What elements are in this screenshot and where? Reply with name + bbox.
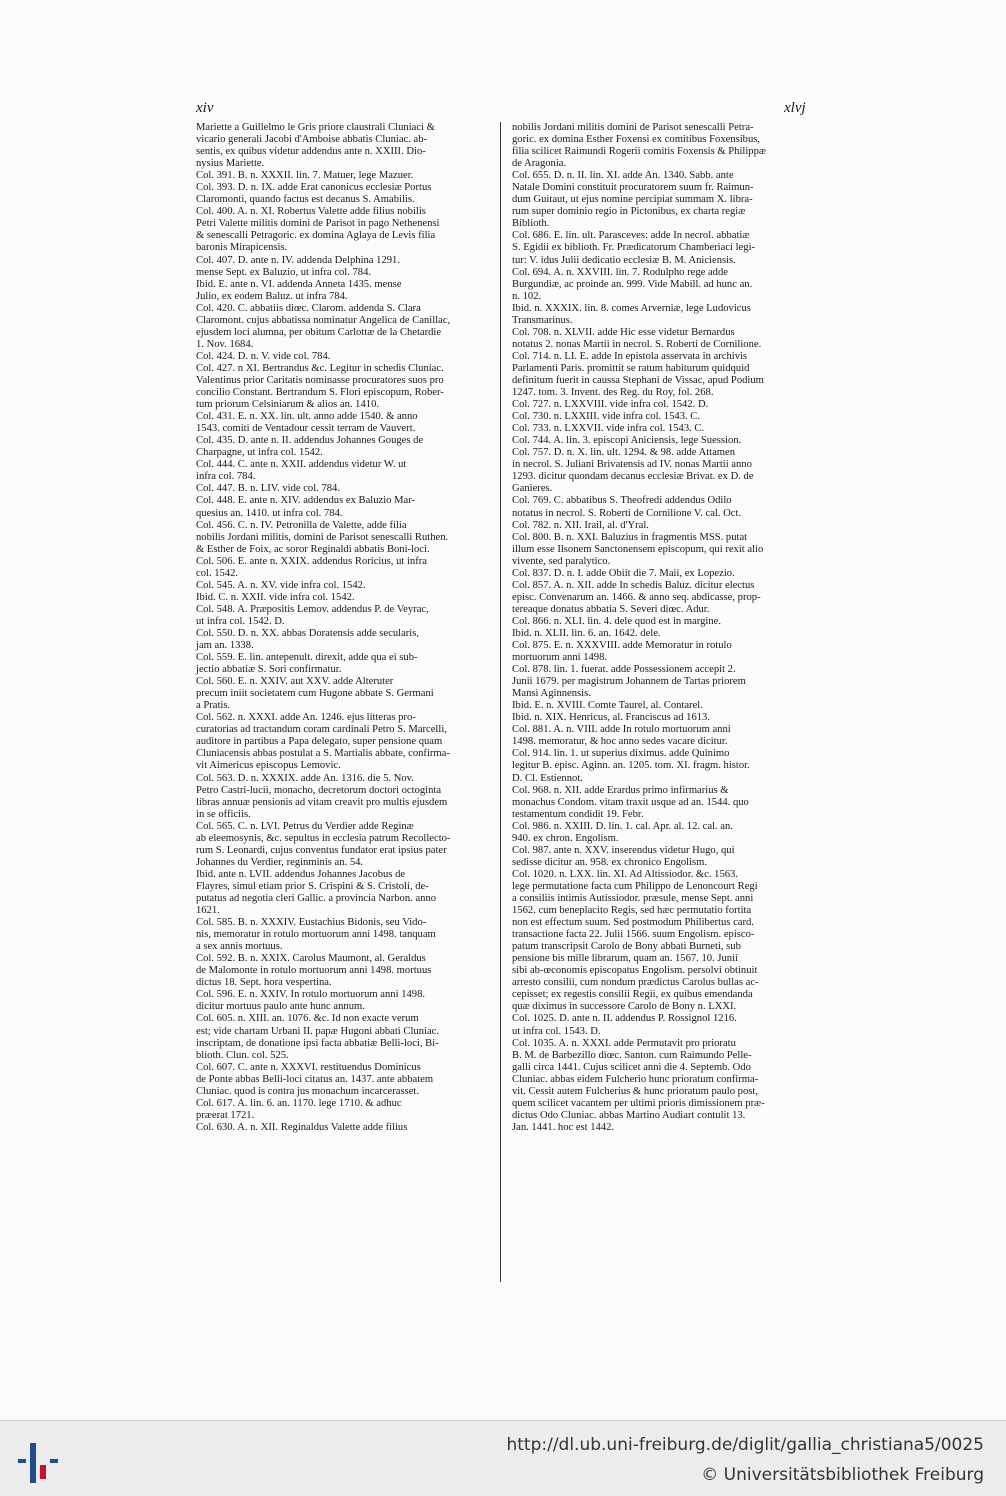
copyright-notice: © Universitätsbibliothek Freiburg (701, 1465, 984, 1485)
column-divider (500, 122, 501, 1282)
folio-right: xlvj (784, 100, 806, 116)
page-url-link[interactable]: http://dl.ub.uni-freiburg.de/diglit/gallia_christiana5/0025 (506, 1435, 984, 1455)
text-column-right: nobilis Jordani militis domini de Parisot senescalli Petra- goric. ex domina Esther Foxensi ex comitibus Foxensibus, filia scilicet Raimundi Rogerii comitis Foxensis & Philippæ de Aragonia. Col. 655. D. n. II. lin. XI. adde An. 1340. Sabb. ante Natale Domini constituit procuratorem suum fr. Raimun- dum Guitaut, ut ejus nomine percipiat summam X. libra- rum super dominio regio in Pictonibus, ex charta regiæ Biblioth. Col. 686. E. lin. ult. Parasceves: adde In necrol. abbatiæ S. Egidii ex biblioth. Fr. Prædicatorum Chamberiaci legi- tur: V. idus Julii dedicatio ecclesiæ B. M. Aniciensis. Col. 694. A. n. XXVIII. lin. 7. Rodulpho rege adde Burgundiæ, ac proinde an. 999. Vide Mabill. ad hunc an. n. 102. Ibid. n. XXXIX. lin. 8. comes Arverniæ, lege Ludovicus Transmarinus. Col. 708. n. XLVII. adde Hic esse videtur Bernardus notatus 2. nonas Martii in necrol. S. Roberti de Cornilione. Col. 714. n. LI. E. adde In epistola asservata in archivis Parlamenti Paris. promittit se ratum habiturum quidquid definitum fuerit in caussa Stephani de Vissac, apud Podium 1247. tom. 3. Invent. des Reg. du Roy, fol. 268. Col. 727. n. LXXVIII. vide infra col. 1542. D. Col. 730. n. LXXIII. vide infra col. 1543. C. Col. 733. n. LXXVII. vide infra col. 1543. C. Col. 744. A. lin. 3. episcopi Aniciensis, lege Suession. Col. 757. D. n. X. lin. ult. 1294. & 98. adde Attamen in necrol. S. Juliani Brivatensis ad IV. nonas Martii anno 1293. dicitur quondam decanus ecclesiæ Brivat. ex D. de Ganieres. Col. 769. C. abbatibus S. Theofredi addendus Odilo notatus in necrol. S. Roberti de Cornilione V. cal. Oct. Col. 782. n. XII. Irail, al. d'Yral. Col. 800. B. n. XXI. Baluzius in fragmentis MSS. putat illum esse Ilsonem Sanctonensem episcopum, qui rexit alio vivente, sed paralytico. Col. 837. D. n. I. adde Obiit die 7. Maii, ex Lopezio. Col. 857. A. n. XII. adde In schedis Baluz. dicitur electus episc. Convenarum an. 1466. & anno seq. abdicasse, prop- tereaque donatus abbatia S. Severi diœc. Adur. Col. 866. n. XLI. lin. 4. dele quod est in margine. Ibid. n. XLII. lin. 6. an. 1642. dele. Col. 875. E. n. XXXVIII. adde Memoratur in rotulo mortuorum anni 1498. Col. 878. lin. 1. fuerat. adde Possessionem accepit 2. Junii 1679. per magistrum Johannem de Tartas priorem Mansi Aginnensis. Ibid. E. n. XVIII. Comte Taurel, al. Contarel. Ibid. n. XIX. Henricus, al. Franciscus ad 1613. Col. 881. A. n. VIII. adde In rotulo mortuorum anni 1498. memoratur, & hoc anno sedes vacare dicitur. Col. 914. lin. 1. ut superius diximus. adde Quinimo legitur B. episc. Aginn. an. 1205. tom. XI. fragm. histor. D. Cl. Estiennot. Col. 968. n. XII. adde Erardus primo infirmarius & monachus Condom. vitam traxit usque ad an. 1544. quo testamentum condidit 19. Febr. Col. 986. n. XXIII. D. lin. 1. cal. Apr. al. 12. cal. an. 940. ex chron. Engolism. Col. 987. ante n. XXV. inserendus videtur Hugo, qui sedisse dicitur an. 958. ex chronico Engolism. Col. 1020. n. LXX. lin. XI. Ad Altissiodor. &c. 1563. lege permutatione facta cum Philippo de Lenoncourt Regi a consiliis intimis Autissiodor. præsule, mense Sept. anni 1562. cum beneplacito Regis, sed hæc permutatio fortita non est effectum suum. Sed postmodum Philibertus card. transactione facta 22. Julii 1566. suum Engolism. episco- patum transcripsit Carolo de Bony abbati Burneti, sub pensione bis mille librarum, quam an. 1567. 10. Junii sibi ab-œconomis episcopatus Engolism. persolvi obtinuit arresto consilii, cum nondum prædictus Carolus bullas ac- cepisset; ex regestis consilii Regii, ex quibus emendanda quæ diximus in successore Carolo de Bony n. LXXI. Col. 1025. D. ante n. II. addendus P. Rossignol 1216. ut infra col. 1543. D. Col. 1035. A. n. XXXI. adde Permutavit pro prioratu B. M. de Barbezillo diœc. Santon. cum Raimundo Pelle- galli circa 1441. Cujus scilicet anni die 4. Septemb. Odo Cluniac. abbas eidem Fulcherio hunc prioratum confirma- vit. Cessit autem Fulcherius & hunc prioratum paulo post, quem scilicet vacantem per ultimi prioris dimissionem præ- dictus Odo Cluniac. abbas Martino Audiart contulit 13. Jan. 1441. hoc est 1442. (512, 122, 766, 1133)
viewer-footer (0, 1420, 1006, 1496)
text-column-left: Mariette a Guillelmo le Gris priore claustrali Cluniaci & vicario generali Jacobi d'Amboise abbatis Cluniac. ab- sentis, ex quibus videtur addendus ante n. XXIII. Dio- nysius Mariette. Col. 391. B. n. XXXII. lin. 7. Matuer, lege Mazuer. Col. 393. D. n. IX. adde Erat canonicus ecclesiæ Portus Claromonti, quando factus est decanus S. Amabilis. Col. 400. A. n. XI. Robertus Valette adde filius nobilis Petri Valette militis domini de Parisot in pago Nethenensi & senescalli Petragoric. ex domina Aglaya de Levis filia baronis Mirapicensis. Col. 407. D. ante n. IV. addenda Delphina 1291. mense Sept. ex Baluzio, ut infra col. 784. Ibid. E. ante n. VI. addenda Anneta 1435. mense Julio, ex eodem Baluz. ut infra 784. Col. 420. C. abbatiis diœc. Clarom. addenda S. Clara Claromont. cujus abbatissa nominatur Angelica de Canillac, ejusdem loci alumna, per obitum Carlottæ de la Chetardie 1. Nov. 1684. Col. 424. D. n. V. vide col. 784. Col. 427. n XI. Bertrandus &c. Legitur in schedis Cluniac. Valentinus prior Caritatis nominasse procuratores suos pro concilio Constant. Bertrandum S. Flori episcopum, Rober- tum priorum Celsiniarum & alios an. 1410. Col. 431. E. n. XX. lin. ult. anno adde 1540. & anno 1543. comiti de Ventadour cessit terram de Vauvert. Col. 435. D. ante n. II. addendus Johannes Gouges de Charpagne, ut infra col. 1542. Col. 444. C. ante n. XXII. addendus videtur W. ut infra col. 784. Col. 447. B. n. LIV. vide col. 784. Col. 448. E. ante n. XIV. addendus ex Baluzio Mar- quesius an. 1410. ut infra col. 784. Col. 456. C. n. IV. Petronilla de Valette, adde filia nobilis Jordani militis, domini de Parisot senescalli Ruthen. & Esther de Foix, ac soror Reginaldi abbatis Boni-loci. Col. 506. E. ante n. XXIX. addendus Roricius, ut infra col. 1542. Col. 545. A. n. XV. vide infra col. 1542. Ibid. C. n. XXII. vide infra col. 1542. Col. 548. A. Præpositis Lemov. addendus P. de Veyrac, ut infra col. 1542. D. Col. 550. D. n. XX. abbas Doratensis adde secularis, jam an. 1338. Col. 559. E. lin. antepenult. direxit, adde qua ei sub- jectio abbatiæ S. Sori confirmatur. Col. 560. E. n. XXIV. aut XXV. adde Alteruter precum iniit societatem cum Hugone abbate S. Germani a Pratis. Col. 562. n. XXXI. adde An. 1246. ejus litteras pro- curatorias ad tractandum coram cardinali Petro S. Marcelli, auditore in partibus a Papa delegato, super pensione quam Cluniacensis abbas postulat a S. Martialis abbate, confirma- vit Aimericus episcopus Lemovic. Col. 563. D. n. XXXIX. adde An. 1316. die 5. Nov. Petro Castri-lucii, monacho, decretorum doctori octoginta libras annuæ pensionis ad vitam creavit pro multis ejusdem in se officiis. Col. 565. C. n. LVI. Petrus du Verdier adde Reginæ ab eleemosynis, &c. sepultus in ecclesia patrum Recollecto- rum S. Leonardi, cujus conventus fundator erat ipsius pater Johannes du Verdier, reginminis an. 54. Ibid. ante n. LVII. addendus Johannes Jacobus de Flayres, simul etiam prior S. Crispini & S. Cristoli, de- putatus ad negotia cleri Gallic. a provincia Narbon. anno 1621. Col. 585. B. n. XXXIV. Eustachius Bidonis, seu Vido- nis, memoratur in rotulo mortuorum anni 1498. tanquam a sex annis mortuus. Col. 592. B. n. XXIX. Carolus Maumont, al. Geraldus de Malomonte in rotulo mortuorum anni 1498. mortuus dictus 18. Sept. hora vespertina. Col. 596. E. n. XXIV. In rotulo mortuorum anni 1498. dicitur mortuus paulo ante hunc annum. Col. 605. n. XIII. an. 1076. &c. Id non exacte verum est; vide chartam Urbani II. papæ Hugoni abbati Cluniac. inscriptam, de donatione ipsi facta abbatiæ Belli-loci, Bi- blioth. Clun. col. 525. Col. 607. C. ante n. XXXVI. restituendus Dominicus de Ponte abbas Belli-loci citatus an. 1437. ante abbatem Cluniac. quod is contra jus monachum incarcerasset. Col. 617. A. lin. 6. an. 1170. lege 1710. & adhuc præerat 1721. Col. 630. A. n. XII. Reginaldus Valette adde filius (196, 122, 451, 1133)
university-logo-icon (14, 1435, 62, 1485)
folio-left: xiv (196, 100, 214, 116)
